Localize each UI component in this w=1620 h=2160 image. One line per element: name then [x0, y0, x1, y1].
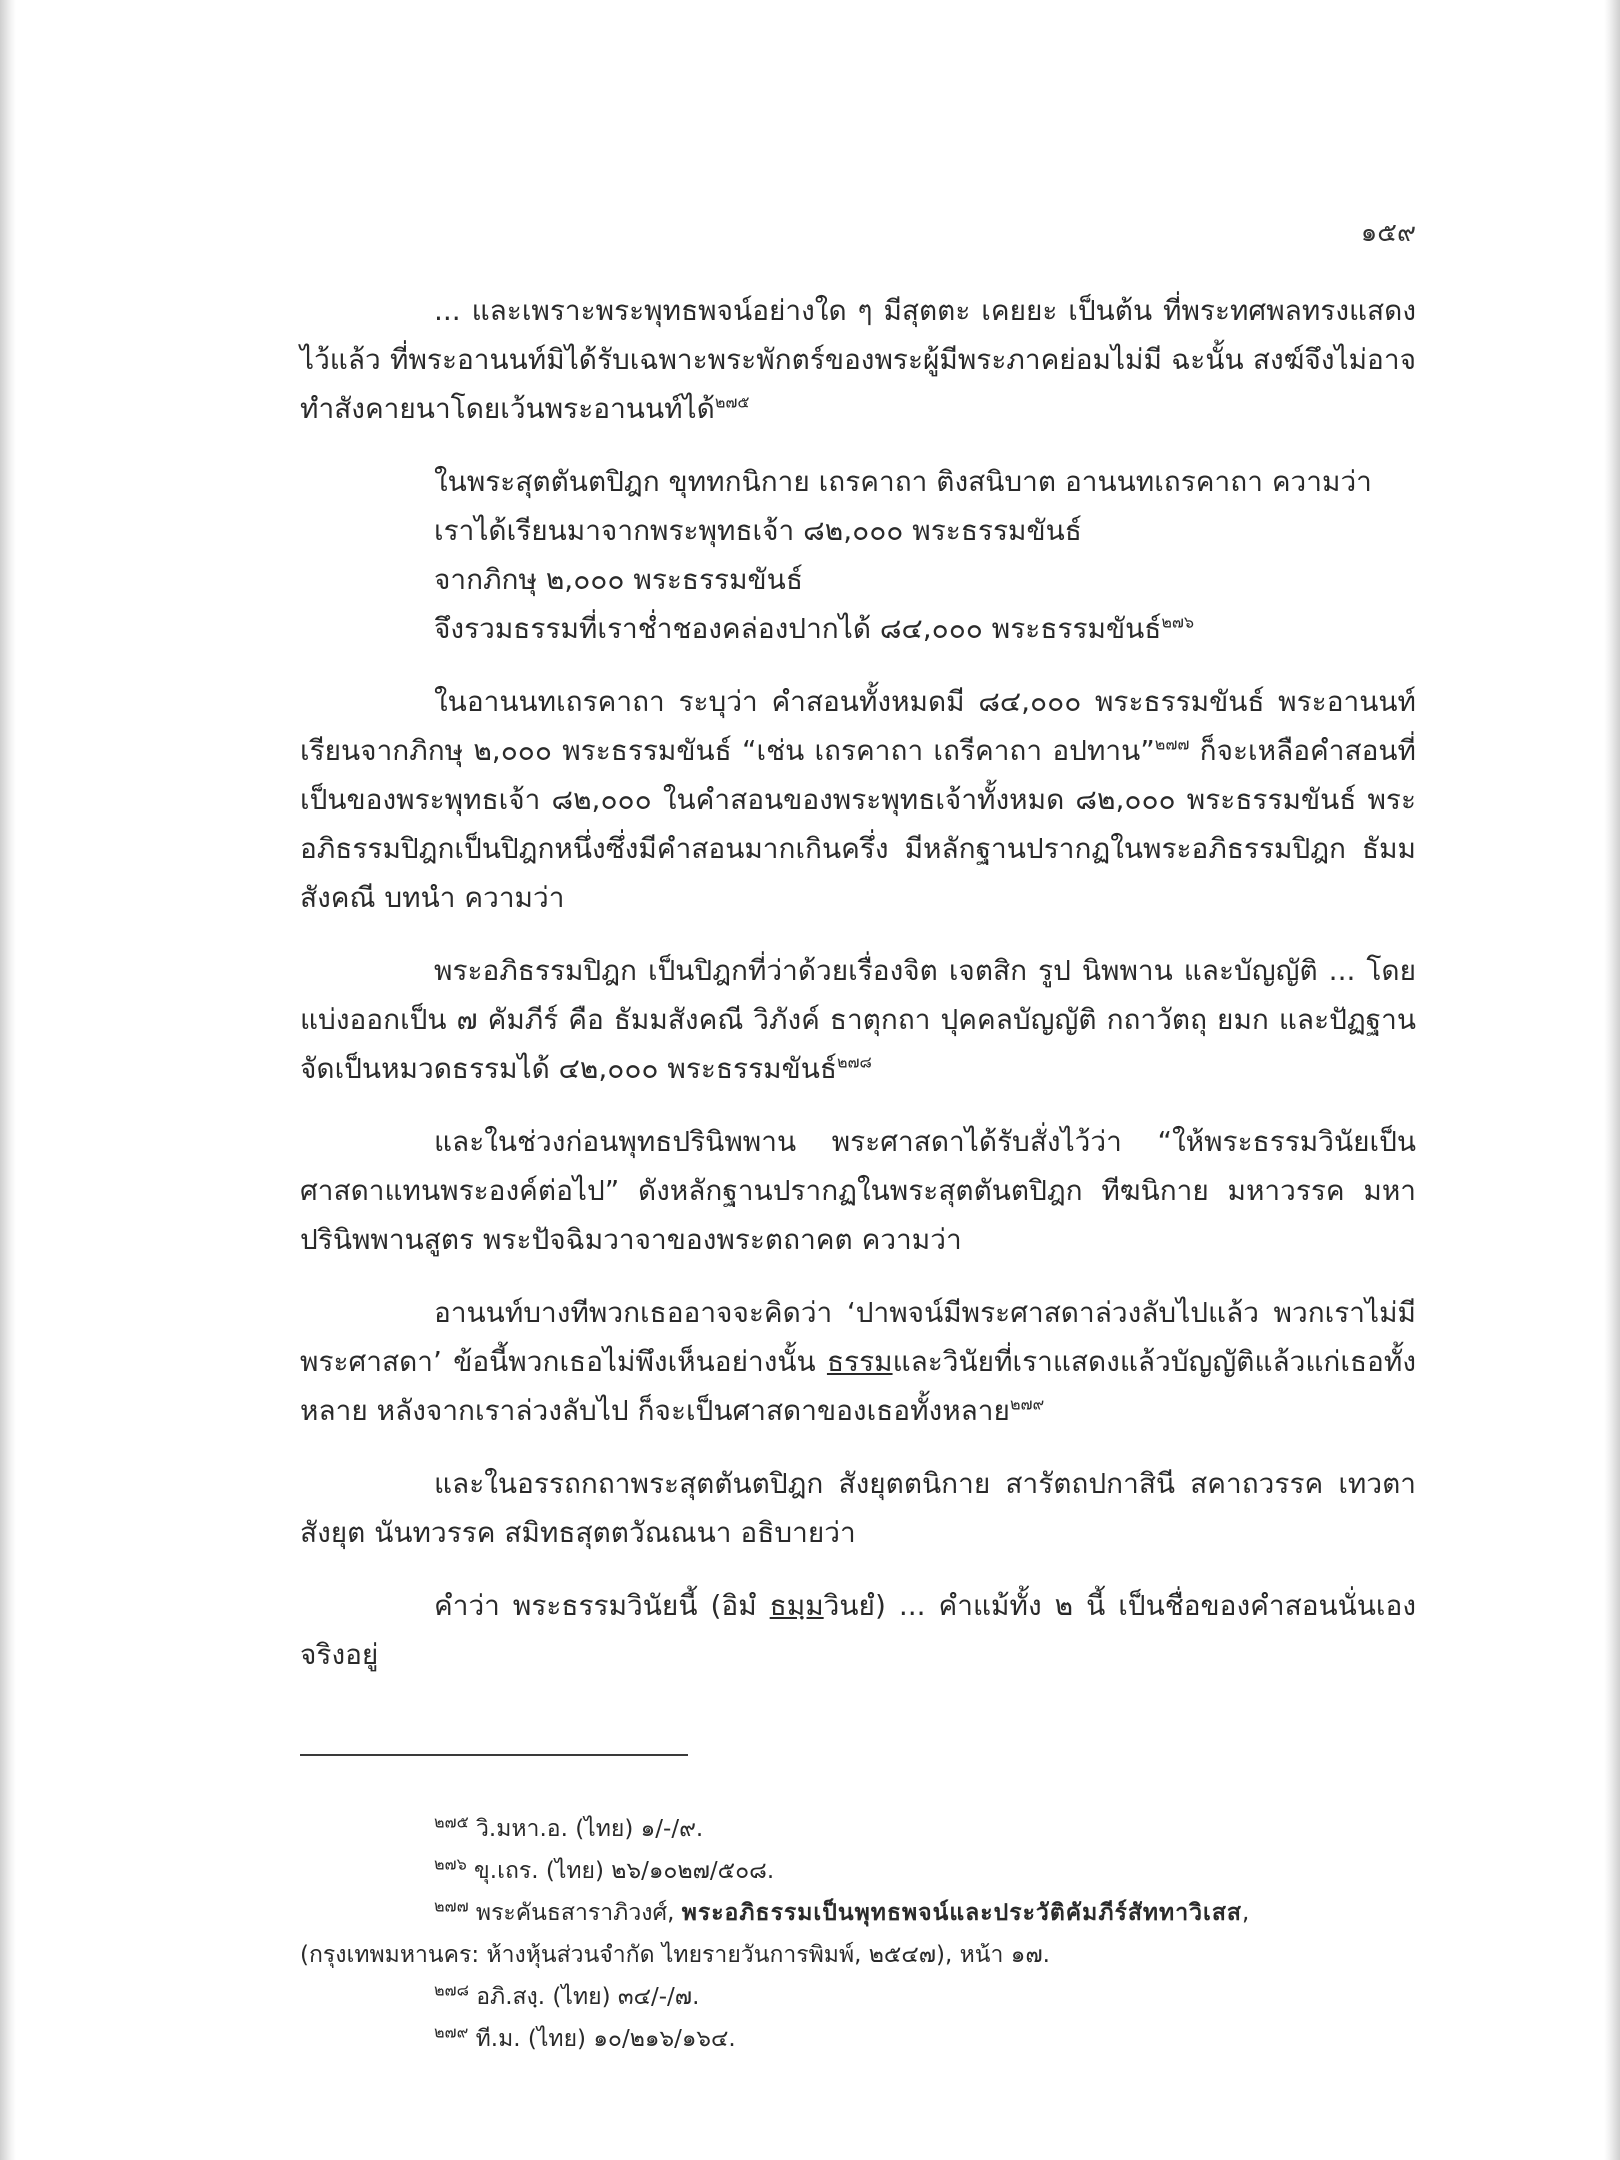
page-edge-left [0, 0, 16, 2160]
page-edge-right [1604, 0, 1620, 2160]
footnote-275 [300, 1808, 1416, 1850]
footnote-276 [300, 1850, 1416, 1892]
paragraph-text: อานนท์บางทีพวกเธออาจจะคิดว่า ‘ปาพจน์มีพระศาสดาล่วงลับไปแล้ว พวกเราไม่มีพระศาสดา’ ข้อนี้พวกเธอไม่พึงเห็นอย่างนั้น [300, 1296, 1416, 1378]
spacer [300, 1435, 1416, 1459]
quote-line [300, 604, 1416, 653]
page-number: ๑๕๙ [1360, 218, 1416, 248]
spacer [300, 433, 1416, 457]
paragraph-4: และในช่วงก่อนพุทธปรินิพพาน พระศาสดาได้รับสั่งไว้ว่า “ให้พระธรรมวินัยเป็นศาสดาแทนพระองค์ต่อไป” ดังหลักฐานปรากฏในพระสุตตันตปิฎก ทีฆนิกาย มหาวรรค มหาปรินิพพานสูตร พระปัจฉิมวาจาของพระตถาคต ความว่า [300, 1125, 1416, 1256]
footnote-279 [300, 2018, 1416, 2060]
footnotes [300, 1808, 1416, 2060]
underlined-word: ธรรม [826, 1345, 893, 1378]
footnote-number: ๒๗๙ [434, 2022, 469, 2042]
footnote-ref: ๒๗๕ [714, 392, 750, 412]
quote-text: จึงรวมธรรมที่เราช่ำชองคล่องปากได้ ๘๔,๐๐๐ พระธรรมขันธ์ [434, 612, 1162, 645]
footnote-number: ๒๗๘ [434, 1980, 469, 2000]
footnote-ref: ๒๗๗ [1154, 734, 1190, 754]
paragraph-text: คำว่า พระธรรมวินัยนี้ (อิมํ [434, 1589, 770, 1622]
footnote-number: ๒๗๖ [434, 1854, 467, 1874]
footnote-divider [300, 1754, 688, 1756]
quote-line: ในพระสุตตันตปิฎก ขุททกนิกาย เถรคาถา ติงสนิบาต อานนทเถรคาถา ความว่า [434, 465, 1372, 498]
footnote-ref: ๒๗๙ [1009, 1394, 1045, 1414]
spacer [300, 922, 1416, 946]
footnote-277 [300, 1892, 1416, 1934]
paragraph-text: ... และเพราะพระพุทธพจน์อย่างใด ๆ มีสุตตะ เคยยะ เป็นต้น ที่พระทศพลทรงแสดงไว้แล้ว ที่พระอานนท์มิได้รับเฉพาะพระพักตร์ของพระผู้มีพระภาคย่อมไม่มี ฉะนั้น สงฆ์จึงไม่อาจทำสังคายนาโดยเว้นพระอานนท์ได้ [300, 294, 1416, 425]
spacer [300, 1557, 1416, 1581]
footnote-text: ขุ.เถร. (ไทย) ๒๖/๑๐๒๗/๕๐๘. [466, 1858, 775, 1884]
paragraph-text: พระอภิธรรมปิฎก เป็นปิฎกที่ว่าด้วยเรื่องจิต เจตสิก รูป นิพพาน และบัญญัติ ... โดยแบ่งออกเป็น ๗ คัมภีร์ คือ ธัมมสังคณี วิภังค์ ธาตุกถา ปุคคลบัญญัติ กถาวัตถุ ยมก และปัฏฐาน จัดเป็นหมวดธรรมได้ ๔๒,๐๐๐ พระธรรมขันธ์ [300, 954, 1416, 1085]
quote-line: จากภิกษุ ๒,๐๐๐ พระธรรมขันธ์ [434, 563, 803, 596]
quote-line: เราได้เรียนมาจากพระพุทธเจ้า ๘๒,๐๐๐ พระธรรมขันธ์ [434, 514, 1082, 547]
footnote-text: วิ.มหา.อ. (ไทย) ๑/-/๙. [468, 1816, 704, 1842]
paragraph-2 [300, 677, 1416, 922]
footnote-278 [300, 1976, 1416, 2018]
paragraph-text: ในอานนทเถรคาถา ระบุว่า คำสอนทั้งหมดมี ๘๔,๐๐๐ พระธรรมขันธ์ พระอานนท์เรียนจากภิกษุ ๒,๐๐๐ พระธรรมขันธ์ “เช่น เถรคาถา เถรีคาถา อปทาน” [300, 685, 1416, 767]
underlined-word: ธมฺม [769, 1589, 824, 1622]
paragraph-7 [300, 1581, 1416, 1679]
footnote-number: ๒๗๗ [434, 1896, 469, 1916]
verse-quote [300, 457, 1416, 653]
footnote-number: ๒๗๕ [434, 1812, 469, 1832]
spacer [300, 1264, 1416, 1288]
footnote-ref: ๒๗๘ [836, 1052, 872, 1072]
main-text [300, 286, 1416, 1679]
footnote-277-continued: (กรุงเทพมหานคร: ห้างหุ้นส่วนจำกัด ไทยรายวันการพิมพ์, ๒๕๔๗), หน้า ๑๗. [300, 1942, 1050, 1968]
paragraph-6: และในอรรถกถาพระสุตตันตปิฎก สังยุตตนิกาย สารัตถปกาสินี สคาถวรรค เทวตาสังยุต นันทวรรค สมิทธสุตตวัณณนา อธิบายว่า [300, 1467, 1416, 1549]
paragraph-1 [300, 286, 1416, 433]
footnote-text: ที.ม. (ไทย) ๑๐/๒๑๖/๑๖๔. [468, 2026, 736, 2052]
footnote-ref: ๒๗๖ [1161, 612, 1195, 632]
footnote-text: อภิ.สงฺ. (ไทย) ๓๔/-/๗. [468, 1984, 700, 2010]
paragraph-3 [300, 946, 1416, 1093]
footnote-text: พระคันธสาราภิวงศ์, [468, 1900, 682, 1926]
paragraph-5 [300, 1288, 1416, 1435]
paragraph-text: วินยํ) ... คำแม้ทั้ง ๒ นี้ เป็นชื่อของคำสอนนั่นเอง จริงอยู่ [300, 1589, 1416, 1671]
spacer [300, 1093, 1416, 1117]
paragraph-text: และวินัยที่เราแสดงแล้วบัญญัติแล้วแก่เธอทั้งหลาย หลังจากเราล่วงลับไป ก็จะเป็นศาสดาของเธอทั้งหลาย [300, 1345, 1416, 1427]
paragraph-text: ก็จะเหลือคำสอนที่เป็นของพระพุทธเจ้า ๘๒,๐๐๐ ในคำสอนของพระพุทธเจ้าทั้งหมด ๘๒,๐๐๐ พระธรรมขันธ์ พระอภิธรรมปิฎกเป็นปิฎกหนึ่งซึ่งมีคำสอนมากเกินครึ่ง มีหลักฐานปรากฏในพระอภิธรรมปิฎก ธัมมสังคณี บทนำ ความว่า [300, 734, 1416, 914]
book-title: พระอภิธรรมเป็นพุทธพจน์และประวัติคัมภีร์สัททาวิเสส [681, 1900, 1242, 1926]
footnote-text: , [1241, 1900, 1250, 1926]
spacer [300, 653, 1416, 677]
